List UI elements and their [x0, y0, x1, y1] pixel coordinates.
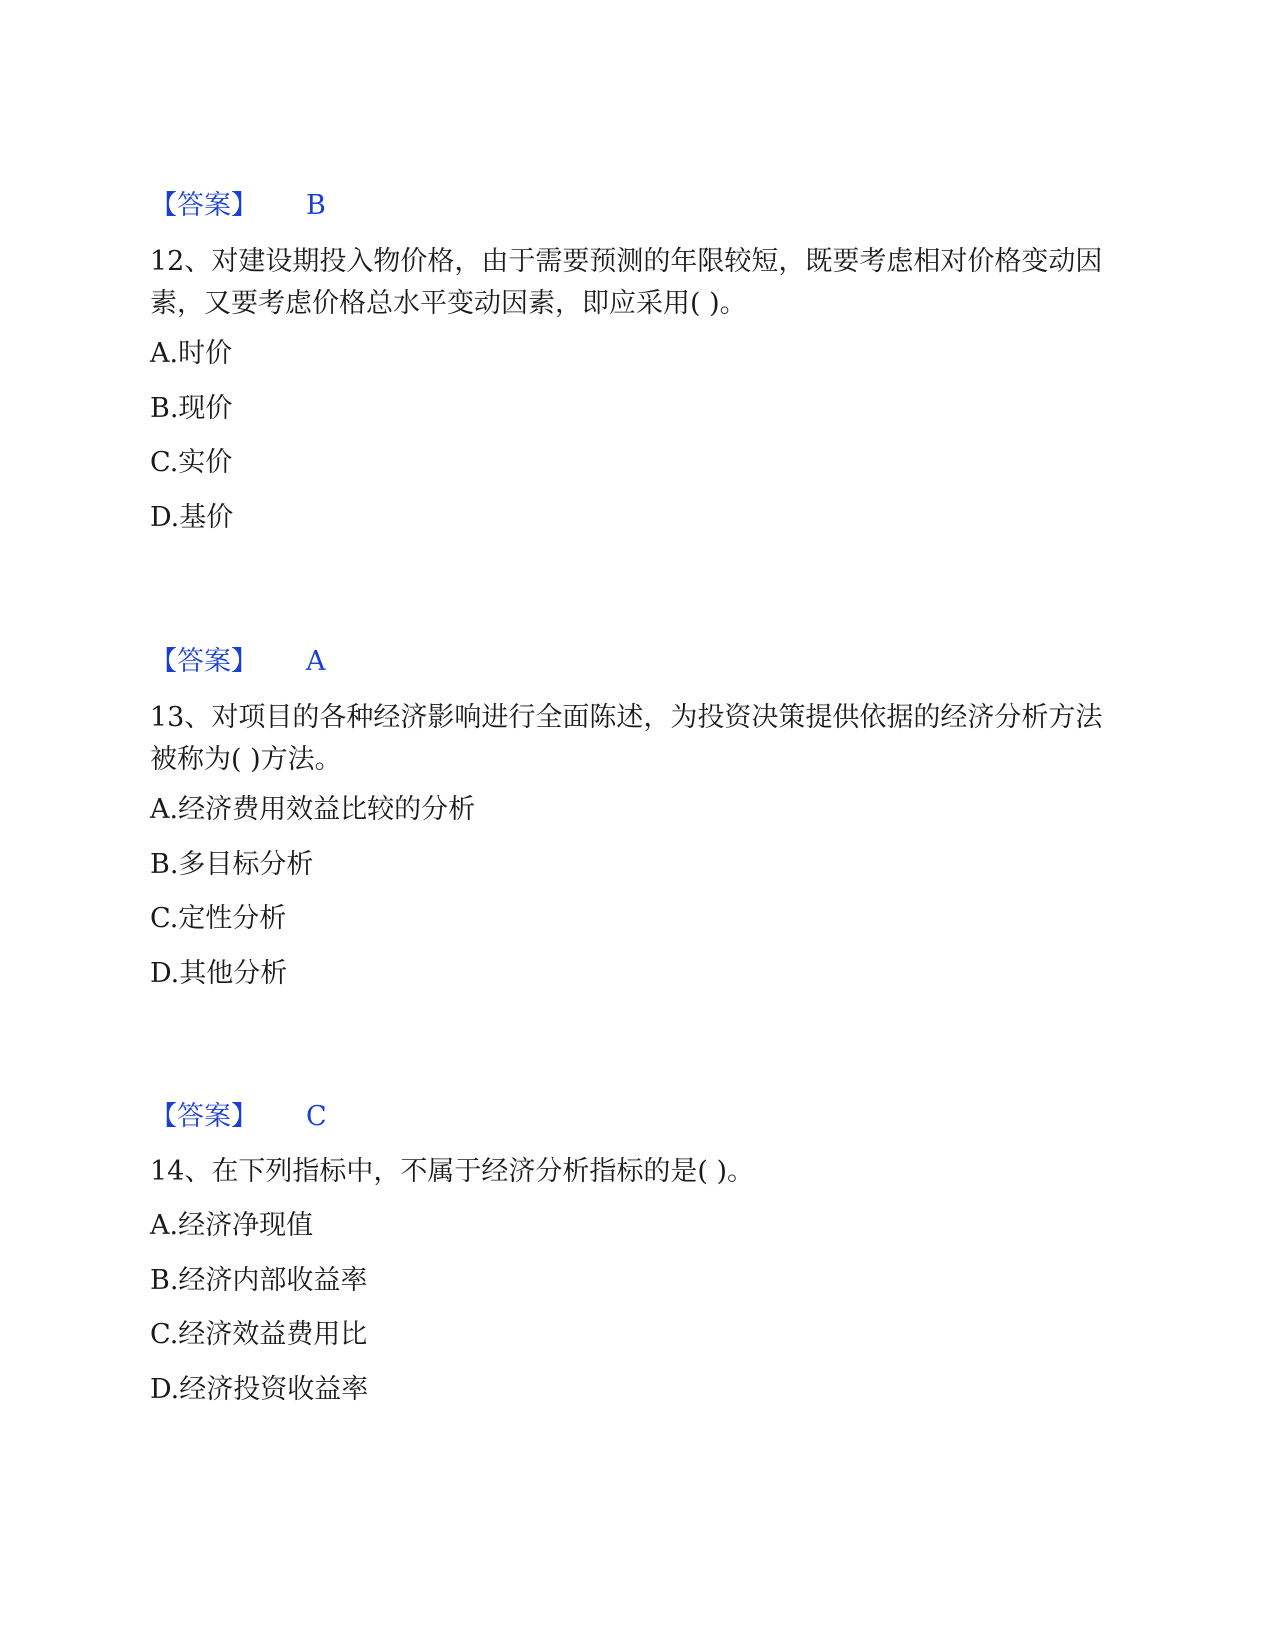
option-d: D.经济投资收益率: [150, 1374, 369, 1405]
question-text: 14、在下列指标中，不属于经济分析指标的是( )。: [150, 1156, 755, 1187]
answer-value: C: [306, 1101, 327, 1132]
option-b: B.经济内部收益率: [150, 1265, 368, 1296]
answer-line: [150, 186, 326, 226]
question-text: 12、对建设期投入物价格，由于需要预测的年限较短，既要考虑相对价格变动因素，又要考虑价格总水平变动因素，即应采用( )。: [150, 246, 1103, 319]
option-a: A.经济净现值: [150, 1210, 314, 1241]
option-a: A.时价: [150, 338, 233, 369]
option-c: C.定性分析: [150, 903, 287, 934]
answer-label: 【答案】: [150, 646, 258, 677]
option-b: B.多目标分析: [150, 849, 314, 880]
answer-line: [150, 642, 326, 682]
option-a: A.经济费用效益比较的分析: [150, 794, 476, 825]
answer-label: 【答案】: [150, 190, 258, 221]
answer-value: A: [306, 646, 326, 677]
option-d: D.其他分析: [150, 958, 288, 989]
option-b: B.现价: [150, 393, 233, 424]
option-d: D.基价: [150, 502, 234, 533]
answer-line: [150, 1097, 327, 1137]
answer-value: B: [306, 190, 326, 221]
answer-label: 【答案】: [150, 1101, 258, 1132]
option-c: C.经济效益费用比: [150, 1319, 368, 1350]
option-c: C.实价: [150, 447, 233, 478]
question-text: 13、对项目的各种经济影响进行全面陈述，为投资决策提供依据的经济分析方法被称为( )方法。: [150, 702, 1103, 775]
